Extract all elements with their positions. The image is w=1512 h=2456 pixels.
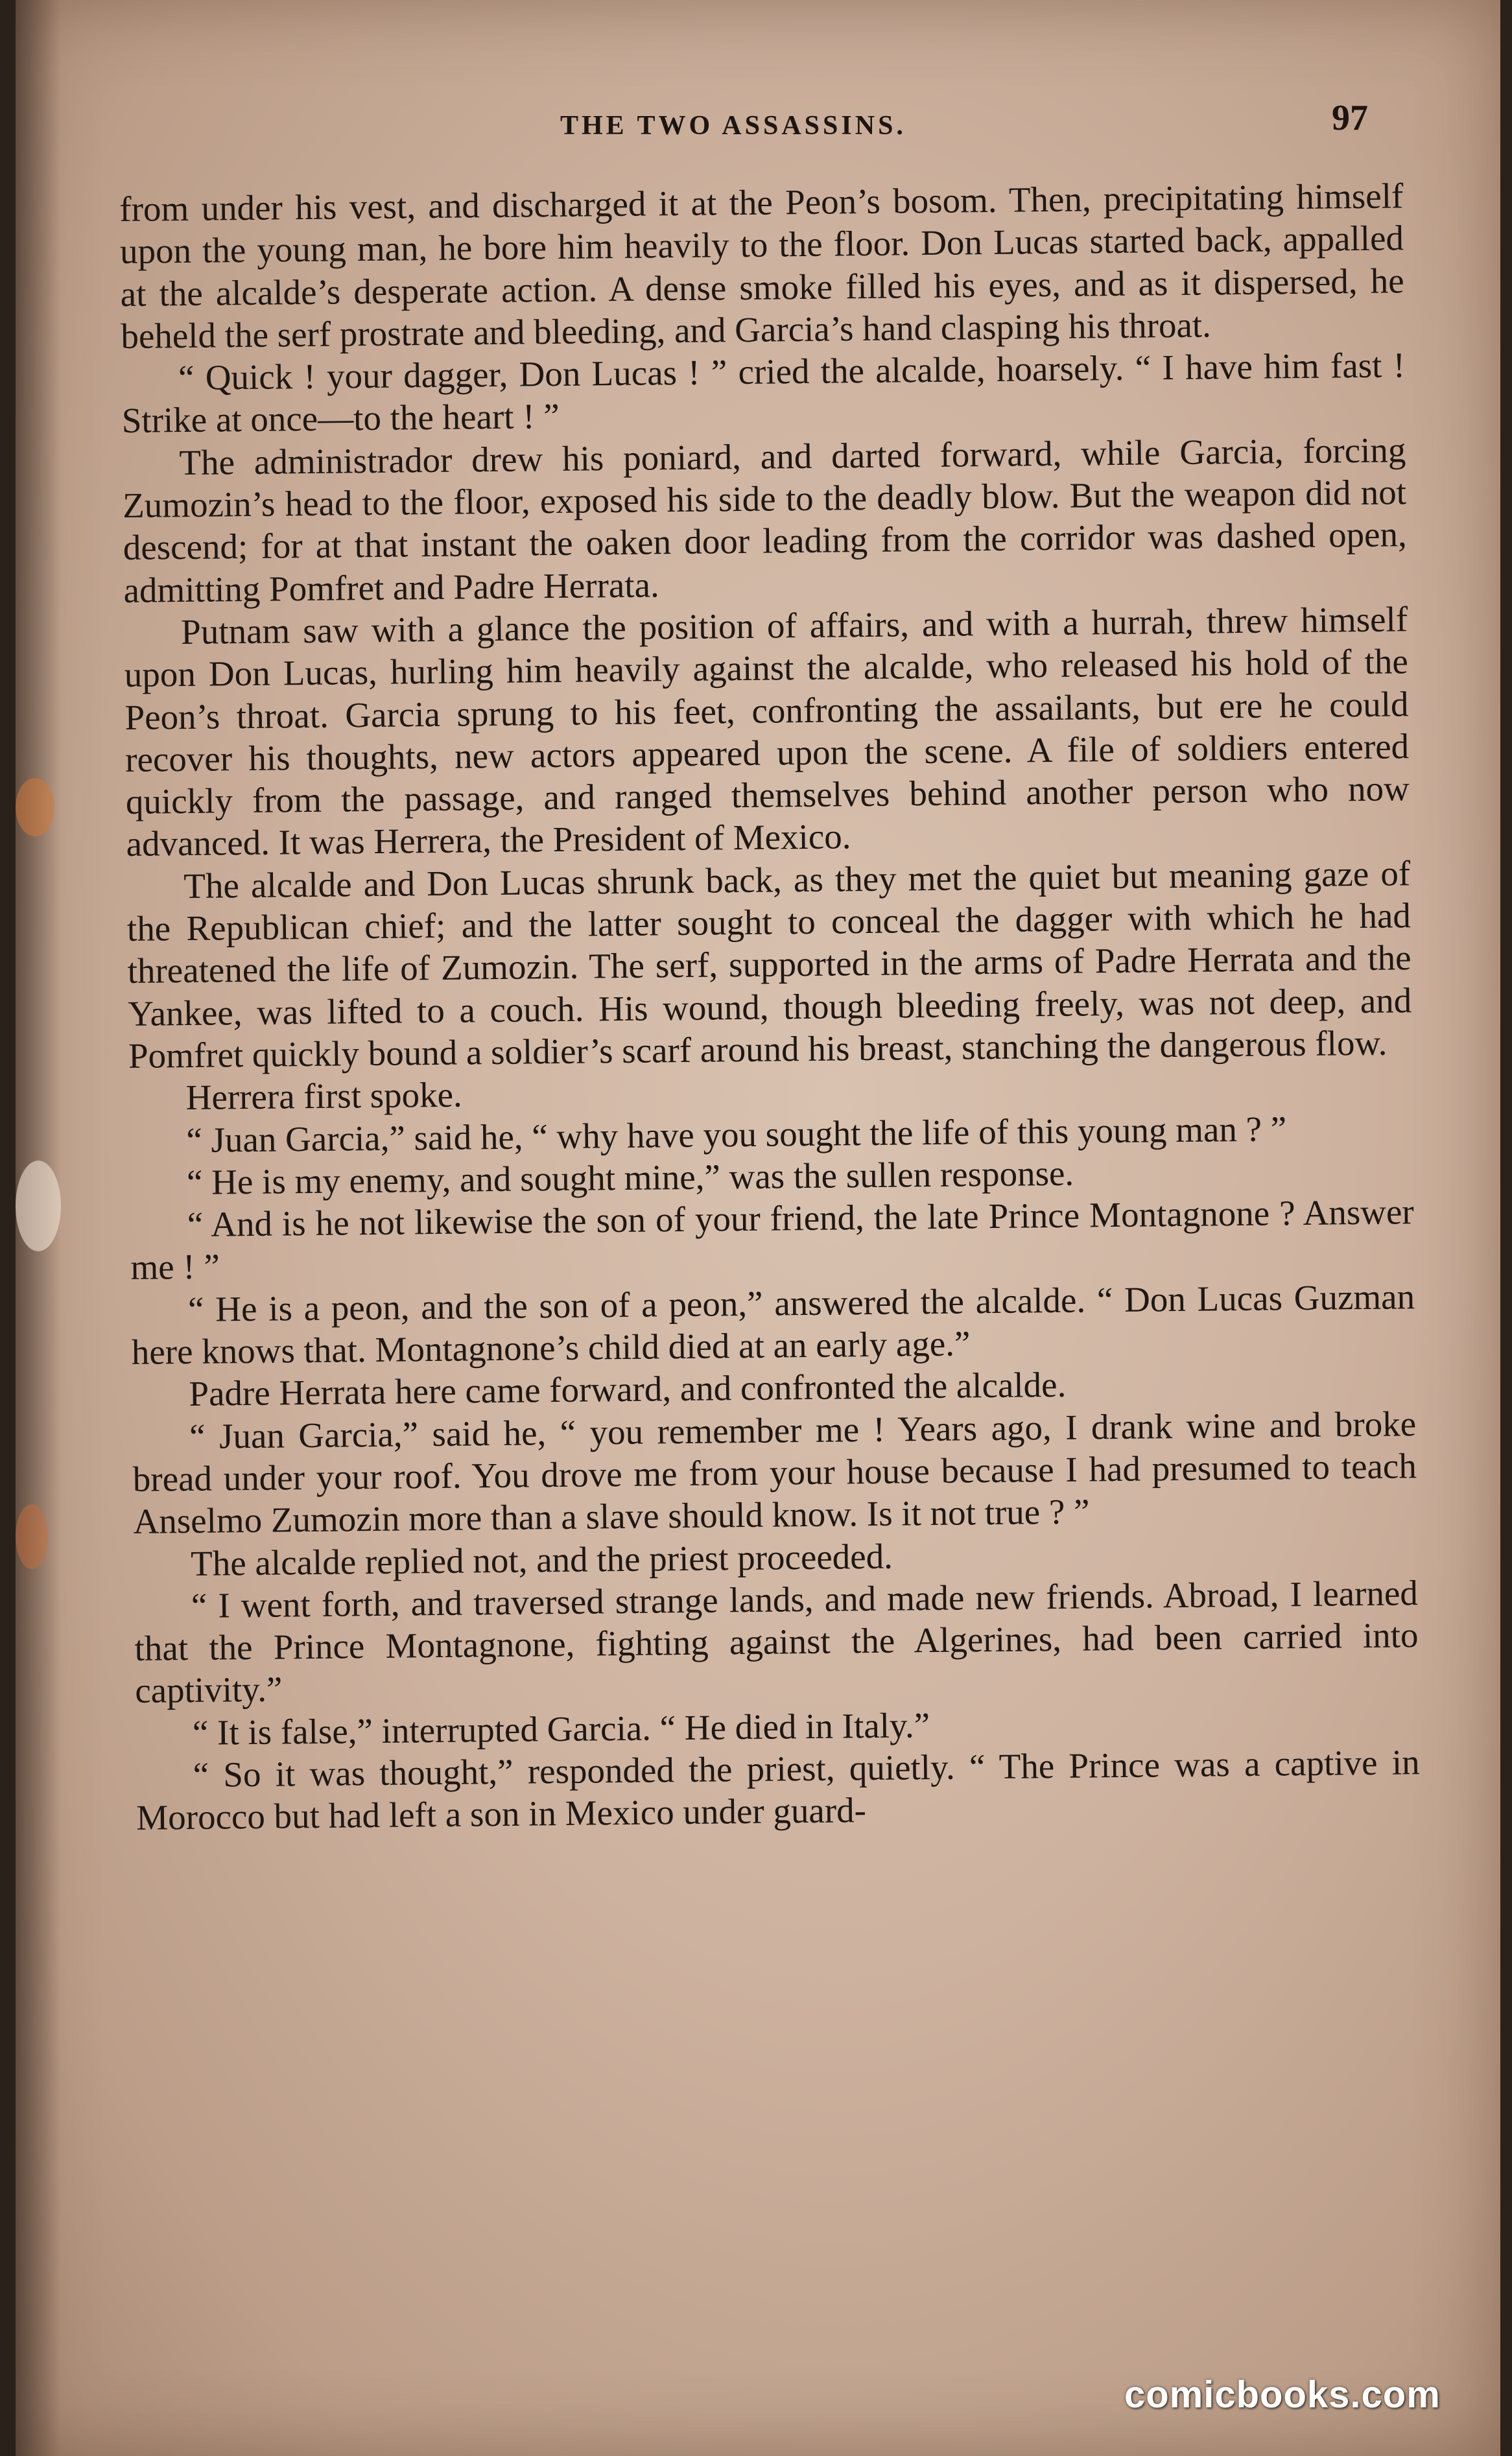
page-edge-shadow (16, 0, 61, 2456)
running-head (16, 98, 1500, 149)
paragraph: The alcalde and Don Lucas shrunk back, as they met the quiet but meaning gaze of the Republican chief; and the latter sought to conceal the dagger with which he had threatened the life of Zumozin. The serf, supported in the arms of Padre Herrata and the Yankee, was lifted to a couch. His wound, though bleeding freely, was not deep, and Pomfret quickly bound a soldier’s scarf around his breast, stanching the dangerous flow. (126, 853, 1412, 1076)
paragraph: “ Juan Garcia,” said he, “ why have you sought the life of this young man ? ” (186, 1108, 1287, 1160)
site-watermark: comicbooks.com (1124, 2374, 1441, 2416)
paragraph: The administrador drew his poniard, and darted forward, while Garcia, forcing Zumozin’s head to the floor, exposed his side to the deadly blow. But the weapon did not descend; for at that instant the oaken door leading from the corridor was dashed open, admitting Pomfret and Padre Herrata. (122, 430, 1408, 610)
paragraph: “ He is my enemy, and sought mine,” was the sullen response. (186, 1153, 1074, 1202)
book-page (16, 0, 1500, 2456)
paragraph: Herrera first spoke. (185, 1074, 463, 1118)
paragraph: “ It is false,” interrupted Garcia. “ He died in Italy.” (192, 1705, 930, 1753)
paragraph: “ Quick ! your dagger, Don Lucas ! ” cried the alcalde, hoarsely. “ I have him fast ! Strike at once—to the heart ! ” (121, 345, 1406, 441)
paragraph: “ And is he not likewise the son of your friend, the late Prince Montagnone ? Answer me ! ” (130, 1192, 1414, 1288)
paragraph: Putnam saw with a glance the position of affairs, and with a hurrah, threw himself upon Don Lucas, hurling him heavily against the alcalde, who released his hold of the Peon’s throat. Garcia sprung to his feet, confronting the assailants, but ere he could recover his thoughts, new actors appeared upon the scene. A file of soldiers entered quickly from the passage, and ranged themselves behind another person who now advanced. It was Herrera, the President of Mexico. (124, 599, 1410, 864)
paragraph: “ I went forth, and traversed strange lands, and made new friends. Abroad, I learned that the Prince Montagnone, fighting against the Algerines, had been carried into captivity.” (134, 1572, 1419, 1711)
paragraph: The alcalde replied not, and the priest proceeded. (190, 1536, 893, 1583)
paragraph: Padre Herrata here came forward, and confronted the alcalde. (189, 1365, 1067, 1414)
chapter-title: THE TWO ASSASSINS. (560, 111, 906, 141)
paragraph: “ Juan Garcia,” said he, “ you remember me ! Years ago, I drank wine and broke bread under your roof. You drove me from your house because I had presumed to teach Anselmo Zumozin more than a slave should know. Is it not true ? ” (132, 1403, 1417, 1542)
paragraph: “ So it was thought,” responded the priest, quietly. “ The Prince was a captive in Morocco but had left a son in Mexico under guard- (136, 1742, 1420, 1838)
paragraph: from under his vest, and discharged it at the Peon’s bosom. Then, precipitating himself upon the young man, he bore him heavily to the floor. Don Lucas started back, appalled at the alcalde’s desperate action. A dense smoke filled his eyes, and as it dispersed, he beheld the serf prostrate and bleeding, and Garcia’s hand clasping his throat. (119, 176, 1404, 356)
paragraph: “ He is a peon, and the son of a peon,” answered the alcalde. “ Don Lucas Guzman here knows that. Montagnone’s child died at an early age.” (131, 1276, 1415, 1372)
body-text (119, 174, 1421, 1839)
page-number: 97 (1332, 98, 1368, 138)
